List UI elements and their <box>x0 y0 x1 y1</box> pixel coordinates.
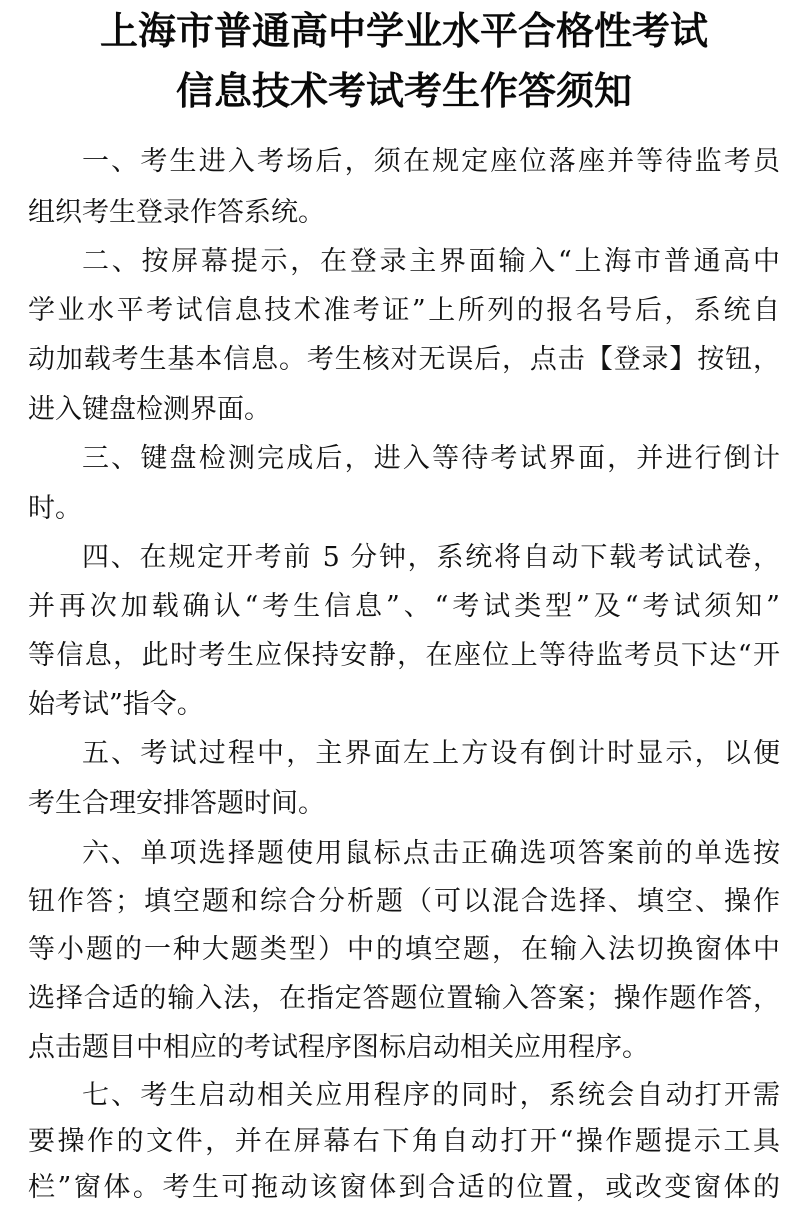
paragraph-3-line-2: 时。 <box>28 493 82 524</box>
paragraph-6-line-3: 等小题的一种大题类型）中的填空题，在输入法切换窗体中 <box>28 934 780 965</box>
document-title-line-1: 上海市普通高中学业水平合格性考试 <box>99 9 708 53</box>
paragraph-4-line-1: 四、在规定开考前 5 分钟，系统将自动下载考试试卷， <box>82 542 780 573</box>
paragraph-6-line-4: 选择合适的输入法，在指定答题位置输入答案；操作题作答， <box>28 983 780 1014</box>
paragraph-7-line-1: 七、考生启动相关应用程序的同时，系统会自动打开需 <box>82 1080 780 1111</box>
paragraph-4-line-2: 并再次加载确认“考生信息”、“考试类型”及“考试须知” <box>28 591 780 622</box>
paragraph-2-line-1: 二、按屏幕提示，在登录主界面输入“上海市普通高中 <box>82 246 780 277</box>
paragraph-7-line-2: 要操作的文件，并在屏幕右下角自动打开“操作题提示工具 <box>28 1126 780 1157</box>
paragraph-5-line-1: 五、考试过程中，主界面左上方设有倒计时显示，以便 <box>82 738 780 769</box>
paragraph-2-line-4: 进入键盘检测界面。 <box>28 394 271 425</box>
paragraph-6-line-2: 钮作答；填空题和综合分析题（可以混合选择、填空、操作 <box>28 886 780 917</box>
paragraph-1-line-2: 组织考生登录作答系统。 <box>28 197 325 228</box>
paragraph-5-line-2: 考生合理安排答题时间。 <box>28 788 325 819</box>
document-title-line-2: 信息技术考试考生作答须知 <box>175 69 632 113</box>
paragraph-2-line-2: 学业水平考试信息技术准考证”上所列的报名号后，系统自 <box>28 295 780 326</box>
paragraph-6-line-1: 六、单项选择题使用鼠标点击正确选项答案前的单选按 <box>82 838 780 869</box>
paragraph-1-line-1: 一、考生进入考场后，须在规定座位落座并等待监考员 <box>82 146 780 177</box>
paragraph-2-line-3: 动加载考生基本信息。考生核对无误后，点击【登录】按钮， <box>28 344 780 375</box>
paragraph-3-line-1: 三、键盘检测完成后，进入等待考试界面，并进行倒计 <box>82 443 780 474</box>
paragraph-4-line-4: 始考试”指令。 <box>28 689 204 720</box>
paragraph-6-line-5: 点击题目中相应的考试程序图标启动相关应用程序。 <box>28 1032 649 1063</box>
paragraph-7-line-3: 栏”窗体。考生可拖动该窗体到合适的位置，或改变窗体的 <box>28 1172 780 1203</box>
paragraph-4-line-3: 等信息，此时考生应保持安静，在座位上等待监考员下达“开 <box>28 640 780 671</box>
